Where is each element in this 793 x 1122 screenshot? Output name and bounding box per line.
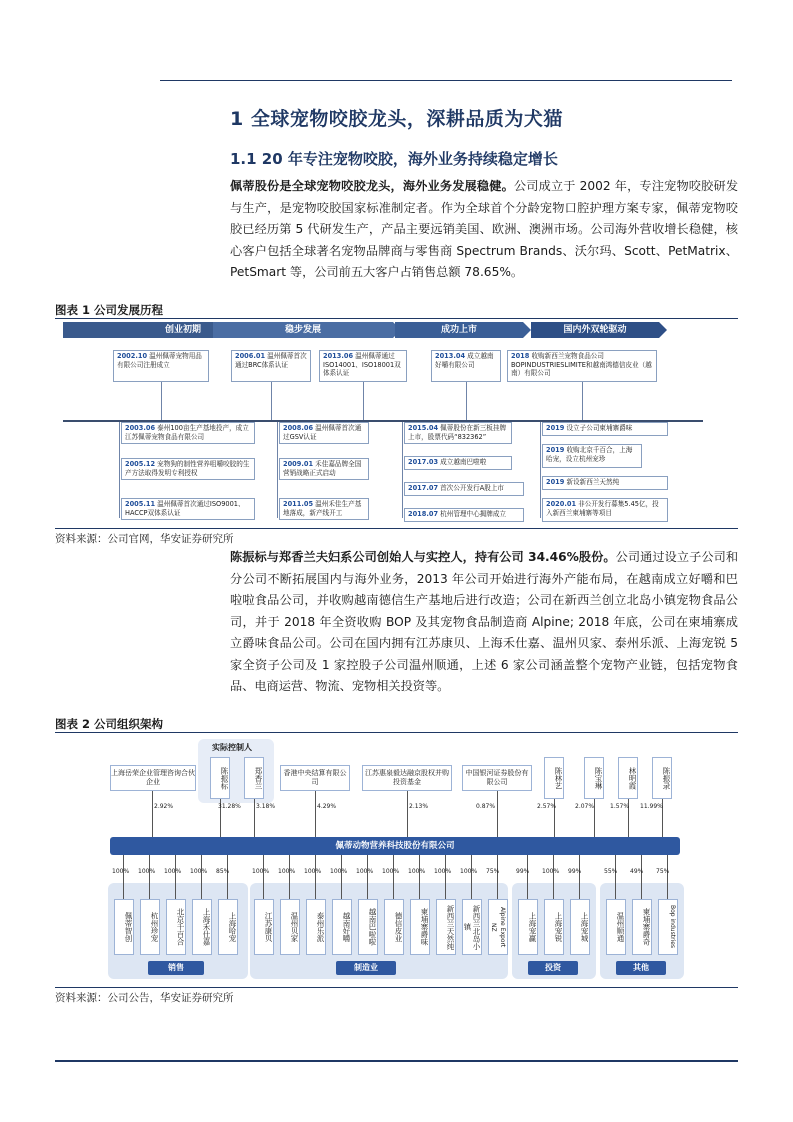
subsidiary-box: Bop industries: [658, 899, 678, 955]
holding-pct: 2.57%: [537, 803, 557, 810]
shareholder-box: 香港中央结算有限公司: [280, 765, 350, 791]
subsidiary-box: 佩蒂智创: [114, 899, 134, 955]
subsidiary-pct: 100%: [542, 868, 560, 875]
subsidiary-pct: 100%: [138, 868, 156, 875]
connector: [341, 855, 342, 899]
connector: [289, 855, 290, 899]
shareholder-box: 郑香兰: [244, 757, 264, 799]
subsidiary-box: 新西兰北岛小镇: [462, 899, 482, 955]
milestone-bottom: 2018.07 杭州管理中心揭牌成立: [404, 508, 524, 522]
milestone-bottom: 2017.03 成立越南巴啦啦: [404, 456, 512, 470]
shareholder-box: 中国银河证券股份有限公司: [462, 765, 532, 791]
connector: [161, 382, 162, 420]
subsidiary-box: 温州贝家: [280, 899, 300, 955]
connector: [277, 422, 278, 518]
subsidiary-box: 德信皮业: [384, 899, 404, 955]
connector: [667, 855, 668, 899]
shareholder-box: 陈宝琳: [584, 757, 604, 799]
paragraph-lead: 陈振标与郑香兰夫妇系公司创始人与实控人，持有公司 34.46%股份。: [230, 550, 616, 564]
subsidiary-pct: 100%: [434, 868, 452, 875]
connector: [615, 855, 616, 899]
shareholder-box: 陈振标: [210, 757, 230, 799]
milestone-bottom: 2008.06 温州佩蒂首次通过GSV认证: [279, 422, 369, 444]
holding-pct: 2.92%: [154, 803, 174, 810]
connector: [527, 855, 528, 899]
stage-bar-2: [213, 322, 393, 338]
group-label-manufacturing: 制造业: [336, 961, 396, 975]
connector: [271, 382, 272, 420]
subsidiary-pct: 100%: [408, 868, 426, 875]
subsidiary-pct: 55%: [604, 868, 618, 875]
subsidiary-box: 北京千百合: [166, 899, 186, 955]
milestone-top: 2006.01 温州佩蒂首次通过BRC体系认证: [231, 350, 311, 382]
connector: [466, 382, 467, 420]
milestone-bottom: 2019 新设新西兰天然纯: [542, 476, 668, 490]
section-heading: 1 全球宠物咬胶龙头，深耕品质为犬猫: [230, 108, 563, 130]
subsidiary-pct: 49%: [630, 868, 644, 875]
group-label-sales: 销售: [148, 961, 204, 975]
subsidiary-pct: 100%: [252, 868, 270, 875]
subsidiary-box: 江苏康贝: [254, 899, 274, 955]
connector: [497, 855, 498, 899]
connector: [152, 791, 153, 837]
subsidiary-pct: 99%: [568, 868, 582, 875]
stage-bar-3: [395, 322, 523, 338]
figure2-bottom-rule: [55, 987, 738, 988]
shareholder-box: 陈林艺: [544, 757, 564, 799]
subsidiary-box: 温州顺通: [606, 899, 626, 955]
figure1-bottom-rule: [55, 528, 738, 529]
milestone-top: 2013.04 成立越南好嚼有限公司: [431, 350, 501, 382]
group-label-investment: 投资: [528, 961, 578, 975]
milestone-bottom: 2015.04 佩蒂股份在新三板挂牌上市，股票代码“832362”: [404, 422, 512, 444]
connector: [540, 422, 541, 518]
connector: [393, 855, 394, 899]
connector: [123, 855, 124, 899]
subsection-heading: 1.1 20 年专注宠物咬胶，海外业务持续稳定增长: [230, 150, 558, 168]
subsidiary-pct: 100%: [356, 868, 374, 875]
stage-label: 创业初期: [164, 325, 201, 335]
shareholder-box: 陈振录: [652, 757, 672, 799]
connector: [594, 799, 595, 837]
stage-bar-4: [531, 322, 659, 338]
milestone-bottom: 2019 设立子公司柬埔寨爵味: [542, 422, 668, 436]
holding-pct: 2.13%: [409, 803, 429, 810]
connector: [175, 855, 176, 899]
subsidiary-pct: 100%: [278, 868, 296, 875]
milestone-top: 2002.10 温州佩蒂宠物用品有限公司注册成立: [113, 350, 209, 382]
paragraph-ownership: [230, 547, 738, 698]
connector: [263, 855, 264, 899]
connector: [119, 422, 120, 518]
subsidiary-box: 柬埔寨爵味: [410, 899, 430, 955]
subsidiary-pct: 100%: [190, 868, 208, 875]
development-timeline: [55, 322, 738, 522]
milestone-bottom: 2020.01 非公开发行募集5.45亿，投入新西兰柬埔寨等项目: [542, 498, 668, 522]
company-bar: 佩蒂动物营养科技股份有限公司: [110, 837, 680, 855]
connector: [445, 855, 446, 899]
connector: [254, 799, 255, 837]
group-label-other: 其他: [616, 961, 666, 975]
holding-pct: 4.29%: [317, 803, 337, 810]
figure1-rule: [55, 318, 738, 319]
subsidiary-pct: 100%: [382, 868, 400, 875]
connector: [579, 855, 580, 899]
subsidiary-box: 新西兰天然纯: [436, 899, 456, 955]
milestone-bottom: 2003.06 泰州100亩生产基地投产，成立江苏佩蒂宠物食品有限公司: [121, 422, 255, 444]
subsidiary-pct: 99%: [516, 868, 530, 875]
milestone-bottom: 2005.11 温州佩蒂首次通过ISO9001、HACCP双体系认证: [121, 498, 255, 520]
paragraph-body: 公司通过设立子公司和分公司不断拓展国内与海外业务，2013 年公司开始进行海外产能布局，在越南成立好嚼和巴啦啦食品公司，并收购越南德信生产基地后进行改造；公司在新西兰创立北岛小镇宠物食品公司，并于 2018 年全资收购 BOP 及其宠物食品制造商 Alpine; 2018 年底，公司在柬埔寨成立爵味食品公司。公司在国内拥有江苏康贝、上海禾仕嘉、温州贝家、泰州乐派、上海宠锐 5 家全资子公司及 1 家控股子公司温州顺通，上述 6 家公司涵盖整个宠物产业链，包括宠物食品、电商运营、物流、宠物相关投资等。: [230, 550, 739, 693]
connector: [497, 791, 498, 837]
subsidiary-box: 上海宠赢: [518, 899, 538, 955]
subsidiary-pct: 100%: [164, 868, 182, 875]
subsidiary-pct: 100%: [330, 868, 348, 875]
connector: [149, 855, 150, 899]
subsidiary-box: 杭州珍宠: [140, 899, 160, 955]
subsidiary-pct: 100%: [460, 868, 478, 875]
stage-label: 成功上市: [440, 325, 477, 335]
subsidiary-pct: 100%: [112, 868, 130, 875]
connector: [367, 855, 368, 899]
subsidiary-pct: 85%: [216, 868, 230, 875]
holding-pct: 3.18%: [256, 803, 276, 810]
figure2-source: 资料来源：公司公告，华安证券研究所: [55, 992, 234, 1004]
figure2-rule: [55, 732, 738, 733]
org-chart: [100, 735, 700, 985]
paragraph-lead: 佩蒂股份是全球宠物咬胶龙头，海外业务发展稳健。: [230, 179, 514, 193]
milestone-bottom: 2005.12 宠物狗的制性营养咀嚼咬胶的生产方法取得发明专利授权: [121, 458, 255, 480]
subsidiary-box: 上海禾仕嘉: [192, 899, 212, 955]
subsidiary-box: 越南好嚼: [332, 899, 352, 955]
holding-pct: 1.57%: [610, 803, 630, 810]
shareholder-box: 上海岳荣企业管理咨询合伙企业: [110, 765, 196, 791]
controller-label: 实际控制人: [212, 743, 252, 752]
milestone-bottom: 2009.01 禾佳嘉品牌全国营销战略正式启动: [279, 458, 369, 480]
subsidiary-box: Alpine Export NZ: [488, 899, 508, 955]
milestone-bottom: 2019 收购北京千百合，上海哈宠，设立杭州宠珍: [542, 444, 642, 468]
stage-label: 稳步发展: [284, 325, 321, 335]
figure1-title: 图表 1 公司发展历程: [55, 303, 164, 317]
subsidiary-box: 上海宠锐: [544, 899, 564, 955]
milestone-top: 2013.06 温州佩蒂通过ISO14001、ISO18001双体系认证: [319, 350, 407, 382]
connector: [315, 855, 316, 899]
connector: [582, 382, 583, 420]
connector: [402, 422, 403, 518]
subsidiary-pct: 100%: [304, 868, 322, 875]
connector: [363, 382, 364, 420]
connector: [201, 855, 202, 899]
stage-label: 国内外双轮驱动: [563, 325, 627, 335]
milestone-bottom: 2011.05 温州禾佳生产基地落成，新产线开工: [279, 498, 369, 520]
connector: [471, 855, 472, 899]
connector: [227, 855, 228, 899]
holding-pct: 0.87%: [476, 803, 496, 810]
subsidiary-pct: 75%: [656, 868, 670, 875]
holding-pct: 31.28%: [218, 803, 241, 810]
holding-pct: 11.99%: [640, 803, 663, 810]
connector: [419, 855, 420, 899]
connector: [407, 791, 408, 837]
shareholder-box: 江苏惠泉毅达融京股权并购投资基金: [362, 765, 452, 791]
subsidiary-pct: 75%: [486, 868, 500, 875]
milestone-bottom: 2017.07 首次公开发行A股上市: [404, 482, 524, 496]
figure2-title: 图表 2 公司组织架构: [55, 717, 164, 731]
footer-rule: [55, 1060, 738, 1062]
paragraph-company-overview: [230, 176, 738, 284]
subsidiary-box: 上海哈宠: [218, 899, 238, 955]
subsidiary-box: 越南巴啦啦: [358, 899, 378, 955]
subsidiary-box: 泰州乐派: [306, 899, 326, 955]
header-rule: [160, 80, 732, 81]
subsidiary-box: 上海宠城: [570, 899, 590, 955]
connector: [315, 791, 316, 837]
subsidiary-box: 柬埔寨爵奇: [632, 899, 652, 955]
figure1-source: 资料来源：公司官网，华安证券研究所: [55, 533, 234, 545]
connector: [553, 855, 554, 899]
connector: [641, 855, 642, 899]
holding-pct: 2.07%: [575, 803, 595, 810]
shareholder-box: 林明霞: [618, 757, 638, 799]
paragraph-body: 公司成立于 2002 年，专注宠物咬胶研发与生产，是宠物咬胶国家标准制定者。作为全球首个分龄宠物口腔护理方案专家，佩蒂宠物咬胶已经历第 5 代研发生产，产品主要远销美国、欧洲、澳洲市场。公司海外营收增长稳健，核心客户包括全球著名宠物品牌商与零售商 Spectrum Brands、沃尔玛、Scott、PetMatrix、 PetSmart 等，公司前五大客户占销售总额 78.65%。: [230, 179, 739, 279]
milestone-top: 2018 收购新西兰宠物食品公司BOPINDUSTRIESLIMITE和越南鸿德信皮业（越南）有限公司: [507, 350, 657, 382]
